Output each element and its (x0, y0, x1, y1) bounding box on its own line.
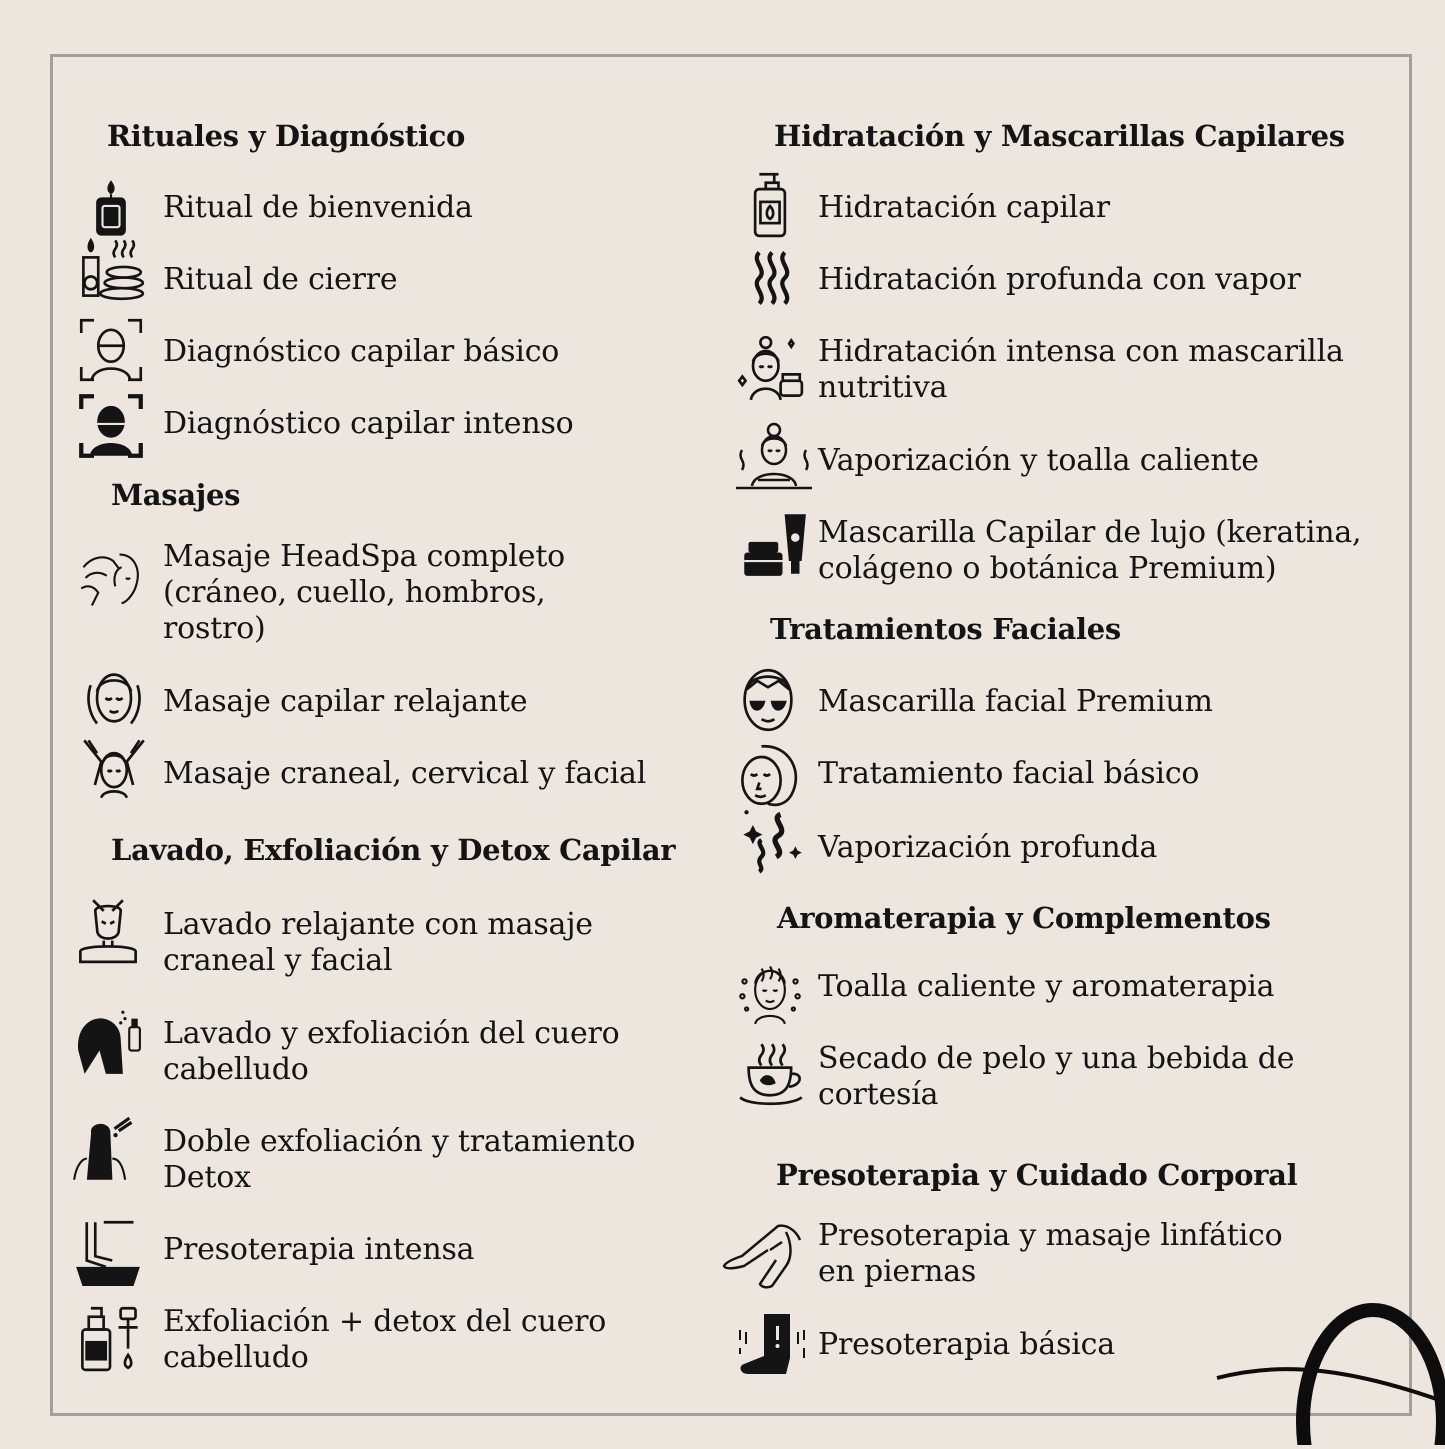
sparkle-steam-icon (738, 808, 806, 876)
cosmetics-icon (740, 510, 808, 578)
content-frame (50, 54, 1412, 1416)
service-presoterapia-basica: Presoterapia básica (818, 1327, 1115, 1362)
service-masaje-headspa: Masaje HeadSpa completo (cráneo, cuello, hombros, rostro) (163, 539, 566, 646)
section-title-lavado: Lavado, Exfoliación y Detox Capilar (111, 833, 676, 867)
service-hidratacion-mascarilla: Hidratación intensa con mascarilla nutritiva (818, 334, 1344, 405)
service-lavado-exfoliacion: Lavado y exfoliación del cuero cabelludo (163, 1016, 620, 1087)
service-exfoliacion-detox: Exfoliación + detox del cuero cabelludo (163, 1304, 607, 1375)
section-title-faciales: Tratamientos Faciales (770, 612, 1121, 646)
serum-bottles-icon (76, 1304, 144, 1372)
eye-patch-face-icon (734, 666, 802, 734)
service-ritual-bienvenida: Ritual de bienvenida (163, 190, 473, 225)
legs-icon (722, 1222, 802, 1290)
towel-steam-icon (734, 420, 814, 492)
service-doble-exfoliacion: Doble exfoliación y tratamiento Detox (163, 1124, 636, 1195)
tea-cup-icon (738, 1040, 806, 1108)
service-hidratacion-capilar: Hidratación capilar (818, 190, 1110, 225)
hair-wash-icon (74, 896, 142, 964)
service-mascarilla-facial: Mascarilla facial Premium (818, 684, 1213, 719)
face-scan-solid-icon (77, 392, 145, 460)
pump-bottle-icon (736, 170, 804, 238)
section-title-aromaterapia: Aromaterapia y Complementos (777, 901, 1271, 935)
aroma-face-icon (736, 958, 804, 1026)
face-mask-icon (736, 740, 804, 808)
compression-boot-icon (734, 1310, 810, 1378)
service-vaporizacion-profunda: Vaporización profunda (818, 830, 1158, 865)
service-lavado-relajante: Lavado relajante con masaje craneal y facial (163, 907, 593, 978)
service-presoterapia-linfatico: Presoterapia y masaje linfático en piernas (818, 1218, 1283, 1289)
service-secado-bebida: Secado de pelo y una bebida de cortesía (818, 1041, 1295, 1112)
head-massage-icon (77, 546, 145, 614)
section-title-presoterapia: Presoterapia y Cuidado Corporal (776, 1158, 1298, 1192)
candle-icon (77, 174, 145, 242)
hair-spray-icon (74, 1008, 142, 1076)
face-hands-massage-icon (80, 734, 148, 802)
foot-bath-icon (74, 1218, 142, 1286)
hair-dropper-icon (72, 1116, 140, 1184)
section-title-hidratacion: Hidratación y Mascarillas Capilares (774, 119, 1345, 153)
service-diagnostico-basico: Diagnóstico capilar básico (163, 334, 560, 369)
service-ritual-cierre: Ritual de cierre (163, 262, 398, 297)
relaxed-face-icon (80, 664, 148, 732)
service-mascarilla-lujo: Mascarilla Capilar de lujo (keratina, colágeno o botánica Premium) (818, 515, 1362, 586)
service-diagnostico-intenso: Diagnóstico capilar intenso (163, 406, 574, 441)
service-hidratacion-vapor: Hidratación profunda con vapor (818, 262, 1301, 297)
service-masaje-capilar: Masaje capilar relajante (163, 684, 528, 719)
service-masaje-craneal: Masaje craneal, cervical y facial (163, 756, 647, 791)
service-tratamiento-facial: Tratamiento facial básico (818, 756, 1200, 791)
spa-stones-icon (77, 234, 145, 302)
steam-icon (738, 244, 806, 312)
service-toalla-aromaterapia: Toalla caliente y aromaterapia (818, 969, 1275, 1004)
section-title-rituales: Rituales y Diagnóstico (107, 119, 466, 153)
brand-logo-mark (1215, 1300, 1445, 1445)
face-scan-outline-icon (77, 316, 145, 384)
woman-cream-icon (736, 334, 804, 402)
service-vaporizacion-toalla: Vaporización y toalla caliente (818, 443, 1259, 478)
service-presoterapia-intensa: Presoterapia intensa (163, 1232, 475, 1267)
section-title-masajes: Masajes (111, 478, 241, 512)
